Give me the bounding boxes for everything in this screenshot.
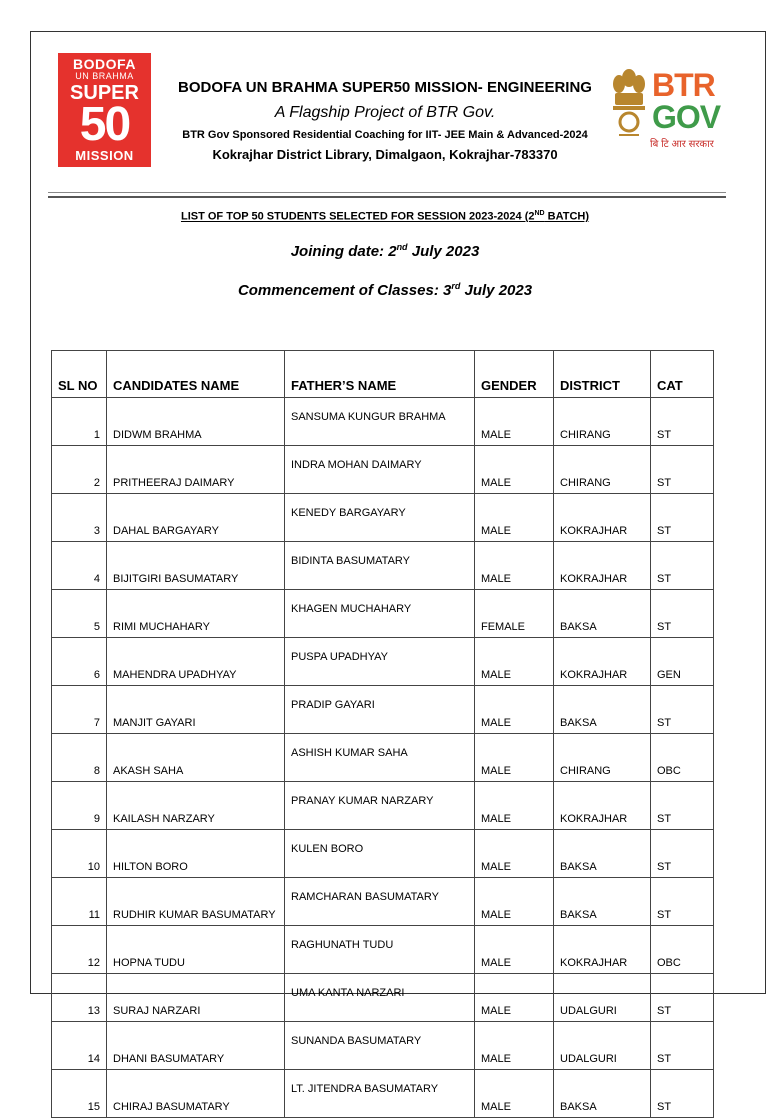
super50-logo <box>58 53 151 167</box>
table-row <box>52 1070 714 1118</box>
cell-district: CHIRANG <box>554 734 651 782</box>
cell-cat: ST <box>651 542 714 590</box>
cell-slno: 9 <box>52 782 107 830</box>
btr-word: BTR <box>652 67 715 103</box>
cell-slno: 12 <box>52 926 107 974</box>
table-row <box>52 878 714 926</box>
cell-candidate: BIJITGIRI BASUMATARY <box>107 542 285 590</box>
cell-gender: MALE <box>475 686 554 734</box>
cell-slno: 13 <box>52 974 107 1022</box>
cell-candidate: PRITHEERAJ DAIMARY <box>107 446 285 494</box>
students-table <box>51 350 714 1118</box>
col-header-gender: GENDER <box>475 351 554 398</box>
table-row <box>52 638 714 686</box>
logo-text-unbrahma: UN BRAHMA <box>75 71 134 81</box>
cell-father: BIDINTA BASUMATARY <box>285 542 475 590</box>
cell-gender: MALE <box>475 398 554 446</box>
table-row <box>52 974 714 1022</box>
cell-gender: MALE <box>475 638 554 686</box>
cell-father: UMA KANTA NARZARI <box>285 974 475 1022</box>
table-row <box>52 830 714 878</box>
list-title: LIST OF TOP 50 STUDENTS SELECTED FOR SESSION 2023-2024 (2ND BATCH) <box>180 210 590 223</box>
table-row <box>52 782 714 830</box>
cell-district: BAKSA <box>554 1070 651 1118</box>
table-row <box>52 686 714 734</box>
cell-slno: 14 <box>52 1022 107 1070</box>
header-sponsored: BTR Gov Sponsored Residential Coaching for IIT- JEE Main & Advanced-2024 <box>182 129 588 141</box>
header-address: Kokrajhar District Library, Dimalgaon, Kokrajhar-783370 <box>212 147 558 162</box>
cell-district: CHIRANG <box>554 446 651 494</box>
cell-gender: MALE <box>475 878 554 926</box>
cell-father: PUSPA UPADHYAY <box>285 638 475 686</box>
cell-father: LT. JITENDRA BASUMATARY <box>285 1070 475 1118</box>
table-header-row <box>52 351 714 398</box>
table-row <box>52 542 714 590</box>
divider-line <box>48 192 726 193</box>
logo-text-super: SUPER <box>70 82 139 104</box>
cell-district: UDALGURI <box>554 974 651 1022</box>
col-header-district: DISTRICT <box>554 351 651 398</box>
cell-cat: ST <box>651 1070 714 1118</box>
cell-cat: ST <box>651 878 714 926</box>
cell-slno: 6 <box>52 638 107 686</box>
national-emblem-icon <box>610 66 648 150</box>
cell-slno: 7 <box>52 686 107 734</box>
col-header-slno: SL NO <box>52 351 107 398</box>
cell-gender: MALE <box>475 446 554 494</box>
col-header-candidate: CANDIDATES NAME <box>107 351 285 398</box>
cell-slno: 2 <box>52 446 107 494</box>
cell-candidate: DHANI BASUMATARY <box>107 1022 285 1070</box>
cell-candidate: MAHENDRA UPADHYAY <box>107 638 285 686</box>
cell-cat: ST <box>651 686 714 734</box>
cell-father: KENEDY BARGAYARY <box>285 494 475 542</box>
header-title: BODOFA UN BRAHMA SUPER50 MISSION- ENGINEERING <box>178 79 592 96</box>
cell-district: KOKRAJHAR <box>554 542 651 590</box>
cell-slno: 8 <box>52 734 107 782</box>
cell-gender: MALE <box>475 494 554 542</box>
cell-gender: FEMALE <box>475 590 554 638</box>
cell-father: RAMCHARAN BASUMATARY <box>285 878 475 926</box>
logo-text-50: 50 <box>79 98 130 151</box>
cell-cat: ST <box>651 446 714 494</box>
cell-father: SUNANDA BASUMATARY <box>285 1022 475 1070</box>
cell-candidate: KAILASH NARZARY <box>107 782 285 830</box>
cell-candidate: SURAJ NARZARI <box>107 974 285 1022</box>
cell-candidate: DIDWM BRAHMA <box>107 398 285 446</box>
cell-father: PRANAY KUMAR NARZARY <box>285 782 475 830</box>
cell-district: BAKSA <box>554 830 651 878</box>
cell-cat: ST <box>651 1022 714 1070</box>
logo-text-mission: MISSION <box>75 148 134 163</box>
cell-slno: 4 <box>52 542 107 590</box>
cell-candidate: AKASH SAHA <box>107 734 285 782</box>
cell-cat: ST <box>651 398 714 446</box>
table-row <box>52 446 714 494</box>
cell-district: KOKRAJHAR <box>554 782 651 830</box>
cell-district: BAKSA <box>554 590 651 638</box>
cell-district: BAKSA <box>554 878 651 926</box>
cell-gender: MALE <box>475 782 554 830</box>
cell-father: KHAGEN MUCHAHARY <box>285 590 475 638</box>
btr-gov-logo <box>608 62 721 157</box>
col-header-cat: CAT <box>651 351 714 398</box>
logo-text-bodofa: BODOFA <box>73 56 136 72</box>
cell-cat: ST <box>651 974 714 1022</box>
cell-gender: MALE <box>475 734 554 782</box>
cell-father: RAGHUNATH TUDU <box>285 926 475 974</box>
cell-cat: ST <box>651 590 714 638</box>
cell-father: KULEN BORO <box>285 830 475 878</box>
cell-candidate: CHIRAJ BASUMATARY <box>107 1070 285 1118</box>
cell-district: UDALGURI <box>554 1022 651 1070</box>
cell-father: INDRA MOHAN DAIMARY <box>285 446 475 494</box>
cell-slno: 5 <box>52 590 107 638</box>
cell-candidate: MANJIT GAYARI <box>107 686 285 734</box>
cell-candidate: HILTON BORO <box>107 830 285 878</box>
cell-gender: MALE <box>475 926 554 974</box>
cell-gender: MALE <box>475 974 554 1022</box>
cell-father: SANSUMA KUNGUR BRAHMA <box>285 398 475 446</box>
btr-tagline: बि टि आर सरकार <box>650 139 714 150</box>
cell-cat: ST <box>651 782 714 830</box>
table-row <box>52 734 714 782</box>
cell-cat: GEN <box>651 638 714 686</box>
joining-date: Joining date: 2nd July 2023 <box>290 242 480 260</box>
cell-gender: MALE <box>475 1070 554 1118</box>
table-row <box>52 590 714 638</box>
gov-word: GOV <box>652 99 721 135</box>
col-header-father: FATHER’S NAME <box>285 351 475 398</box>
cell-candidate: RIMI MUCHAHARY <box>107 590 285 638</box>
cell-slno: 3 <box>52 494 107 542</box>
cell-father: PRADIP GAYARI <box>285 686 475 734</box>
cell-gender: MALE <box>475 1022 554 1070</box>
cell-district: KOKRAJHAR <box>554 638 651 686</box>
cell-candidate: HOPNA TUDU <box>107 926 285 974</box>
cell-candidate: RUDHIR KUMAR BASUMATARY <box>107 878 285 926</box>
cell-district: CHIRANG <box>554 398 651 446</box>
table-row <box>52 494 714 542</box>
cell-cat: ST <box>651 830 714 878</box>
cell-candidate: DAHAL BARGAYARY <box>107 494 285 542</box>
divider-line-thick <box>48 196 726 198</box>
cell-gender: MALE <box>475 830 554 878</box>
cell-father: ASHISH KUMAR SAHA <box>285 734 475 782</box>
table-row <box>52 926 714 974</box>
commencement-date: Commencement of Classes: 3rd July 2023 <box>237 281 533 299</box>
cell-cat: OBC <box>651 926 714 974</box>
cell-district: KOKRAJHAR <box>554 494 651 542</box>
cell-cat: ST <box>651 494 714 542</box>
cell-slno: 11 <box>52 878 107 926</box>
cell-slno: 1 <box>52 398 107 446</box>
table-row <box>52 1022 714 1070</box>
table-row <box>52 398 714 446</box>
cell-district: BAKSA <box>554 686 651 734</box>
cell-gender: MALE <box>475 542 554 590</box>
cell-slno: 15 <box>52 1070 107 1118</box>
cell-district: KOKRAJHAR <box>554 926 651 974</box>
cell-slno: 10 <box>52 830 107 878</box>
cell-cat: OBC <box>651 734 714 782</box>
header-subtitle: A Flagship Project of BTR Gov. <box>274 104 496 121</box>
